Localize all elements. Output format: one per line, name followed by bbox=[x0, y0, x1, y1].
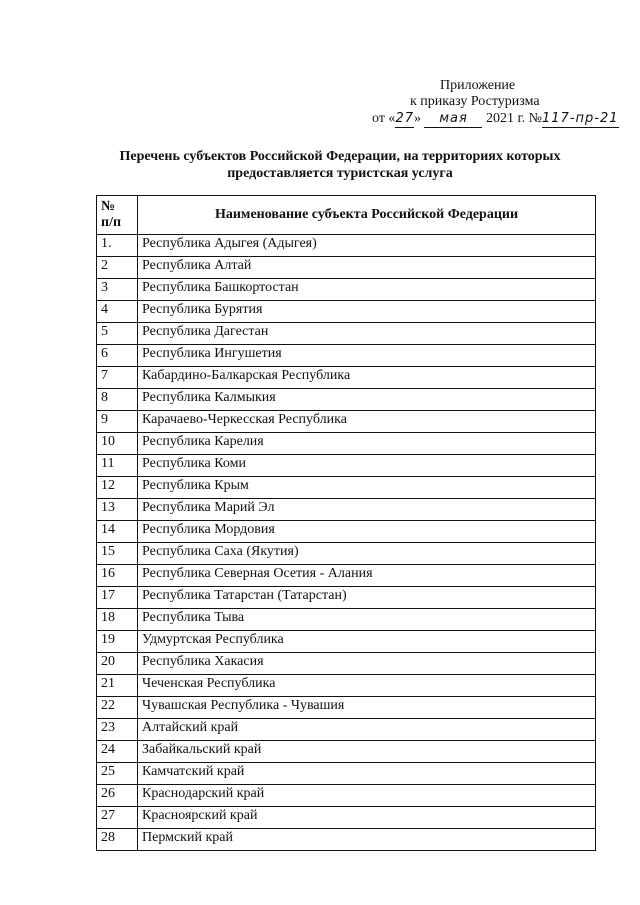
table-row bbox=[97, 345, 596, 367]
row-number: 18 bbox=[97, 609, 138, 631]
row-number: 25 bbox=[97, 763, 138, 785]
subject-name: Республика Карелия bbox=[138, 433, 596, 455]
table-body bbox=[97, 235, 596, 851]
row-number: 13 bbox=[97, 499, 138, 521]
column-header-number bbox=[97, 196, 138, 235]
subject-name: Краснодарский край bbox=[138, 785, 596, 807]
table-row bbox=[97, 301, 596, 323]
row-number: 21 bbox=[97, 675, 138, 697]
subject-name: Республика Хакасия bbox=[138, 653, 596, 675]
date-mid: » bbox=[413, 111, 421, 126]
row-number: 1. bbox=[97, 235, 138, 257]
subject-name: Республика Крым bbox=[138, 477, 596, 499]
subject-name: Республика Ингушетия bbox=[138, 345, 596, 367]
table-row bbox=[97, 609, 596, 631]
row-number: 10 bbox=[97, 433, 138, 455]
subject-name: Пермский край bbox=[138, 829, 596, 851]
row-number: 5 bbox=[97, 323, 138, 345]
table-row bbox=[97, 521, 596, 543]
handwritten-day: 27 bbox=[395, 111, 414, 126]
row-number: 15 bbox=[97, 543, 138, 565]
column-header-name: Наименование субъекта Российской Федерации bbox=[138, 196, 596, 235]
table-row bbox=[97, 807, 596, 829]
subject-name: Республика Тыва bbox=[138, 609, 596, 631]
subject-name: Алтайский край bbox=[138, 719, 596, 741]
row-number: 16 bbox=[97, 565, 138, 587]
subject-name: Республика Саха (Якутия) bbox=[138, 543, 596, 565]
row-number: 12 bbox=[97, 477, 138, 499]
column-header-number-abbr: п/п bbox=[101, 215, 122, 230]
table-row bbox=[97, 785, 596, 807]
subject-name: Чеченская Республика bbox=[138, 675, 596, 697]
handwritten-order-number: 117-пр-21 bbox=[542, 111, 619, 126]
row-number: 6 bbox=[97, 345, 138, 367]
row-number: 28 bbox=[97, 829, 138, 851]
document-title bbox=[80, 148, 600, 182]
table-row bbox=[97, 235, 596, 257]
subject-name: Республика Калмыкия bbox=[138, 389, 596, 411]
row-number: 23 bbox=[97, 719, 138, 741]
subject-name: Республика Бурятия bbox=[138, 301, 596, 323]
table-row bbox=[97, 279, 596, 301]
table-row bbox=[97, 455, 596, 477]
table-row bbox=[97, 477, 596, 499]
table-header-row bbox=[97, 196, 596, 235]
row-number: 17 bbox=[97, 587, 138, 609]
subject-name: Кабардино-Балкарская Республика bbox=[138, 367, 596, 389]
table-row bbox=[97, 653, 596, 675]
row-number: 2 bbox=[97, 257, 138, 279]
date-year: 2021 г. № bbox=[485, 111, 543, 126]
title-line-1: Перечень субъектов Российской Федерации, на территориях которых bbox=[119, 149, 561, 164]
subject-name: Республика Адыгея (Адыгея) bbox=[138, 235, 596, 257]
row-number: 24 bbox=[97, 741, 138, 763]
column-header-number-symbol: № bbox=[101, 199, 116, 214]
table-row bbox=[97, 411, 596, 433]
table-row bbox=[97, 719, 596, 741]
subjects-table bbox=[96, 195, 596, 851]
table-row bbox=[97, 675, 596, 697]
date-prefix: от « bbox=[372, 111, 396, 126]
table-row bbox=[97, 499, 596, 521]
table-row bbox=[97, 829, 596, 851]
subject-name: Республика Алтай bbox=[138, 257, 596, 279]
table-row bbox=[97, 257, 596, 279]
subject-name: Республика Башкортостан bbox=[138, 279, 596, 301]
table-row bbox=[97, 565, 596, 587]
table-row bbox=[97, 741, 596, 763]
row-number: 4 bbox=[97, 301, 138, 323]
order-reference: к приказу Ростуризма bbox=[410, 94, 540, 109]
subject-name: Республика Татарстан (Татарстан) bbox=[138, 587, 596, 609]
row-number: 3 bbox=[97, 279, 138, 301]
row-number: 11 bbox=[97, 455, 138, 477]
row-number: 20 bbox=[97, 653, 138, 675]
subject-name: Удмуртская Республика bbox=[138, 631, 596, 653]
subject-name: Чувашская Республика - Чувашия bbox=[138, 697, 596, 719]
subject-name: Забайкальский край bbox=[138, 741, 596, 763]
row-number: 14 bbox=[97, 521, 138, 543]
subject-name: Республика Марий Эл bbox=[138, 499, 596, 521]
table-row bbox=[97, 631, 596, 653]
subject-name: Республика Дагестан bbox=[138, 323, 596, 345]
row-number: 26 bbox=[97, 785, 138, 807]
row-number: 27 bbox=[97, 807, 138, 829]
table-row bbox=[97, 323, 596, 345]
subject-name: Камчатский край bbox=[138, 763, 596, 785]
handwritten-month: мая bbox=[424, 111, 482, 128]
table-row bbox=[97, 433, 596, 455]
table-row bbox=[97, 587, 596, 609]
table-row bbox=[97, 389, 596, 411]
table-row bbox=[97, 763, 596, 785]
row-number: 22 bbox=[97, 697, 138, 719]
subject-name: Карачаево-Черкесская Республика bbox=[138, 411, 596, 433]
row-number: 19 bbox=[97, 631, 138, 653]
row-number: 9 bbox=[97, 411, 138, 433]
title-line-2: предоставляется туристская услуга bbox=[227, 166, 453, 181]
row-number: 7 bbox=[97, 367, 138, 389]
subject-name: Республика Северная Осетия - Алания bbox=[138, 565, 596, 587]
table-row bbox=[97, 697, 596, 719]
appendix-label: Приложение bbox=[440, 78, 516, 93]
subject-name: Республика Коми bbox=[138, 455, 596, 477]
table-row bbox=[97, 543, 596, 565]
order-date-line bbox=[372, 111, 619, 128]
row-number: 8 bbox=[97, 389, 138, 411]
subject-name: Республика Мордовия bbox=[138, 521, 596, 543]
subject-name: Красноярский край bbox=[138, 807, 596, 829]
table-row bbox=[97, 367, 596, 389]
